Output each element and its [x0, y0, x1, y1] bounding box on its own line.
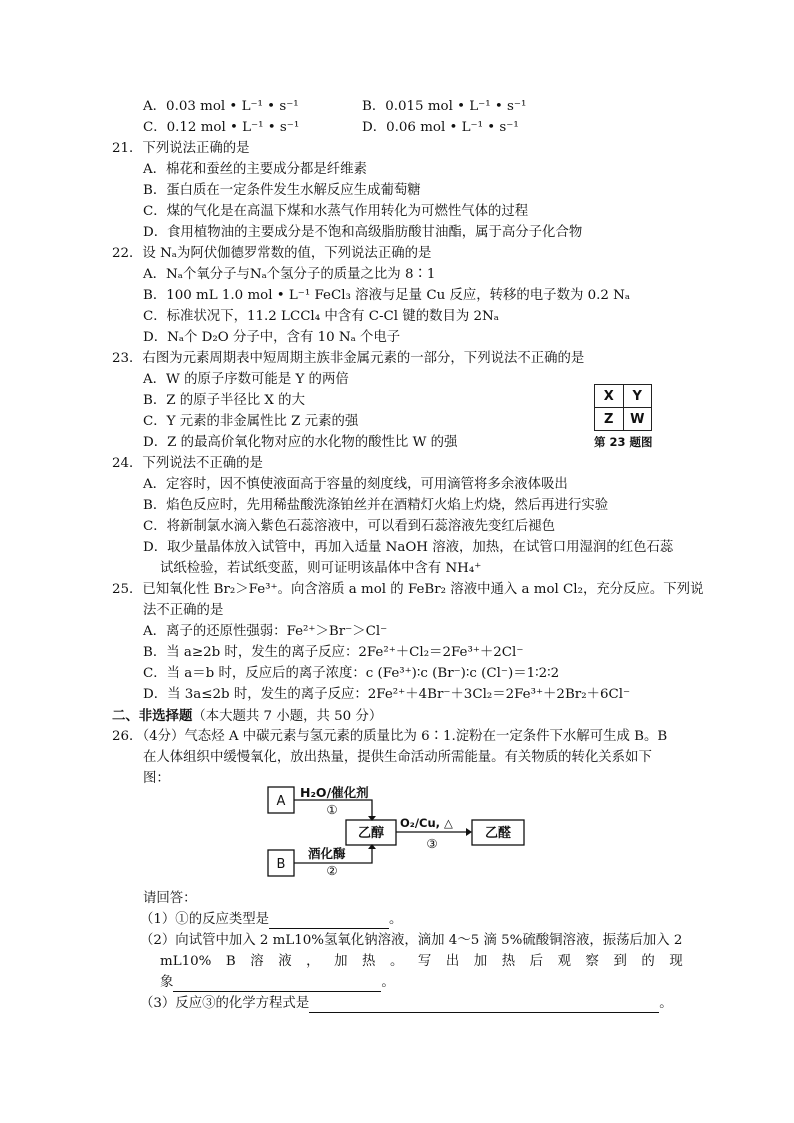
q22-option-b: B．100 mL 1.0 mol • L⁻¹ FeCl₃ 溶液与足量 Cu 反应，转移的电子数为 0.2 Nₐ	[143, 288, 631, 303]
word: 热	[501, 954, 516, 969]
q24-option-d-cont: 试纸检验，若试纸变蓝，则可证明该晶体中含有 NH₄⁺	[160, 561, 482, 576]
word: ，	[306, 954, 320, 969]
word: 的	[641, 954, 655, 969]
q26-ask: 请回答：	[143, 891, 197, 906]
q21-option-b: B．蛋白质在一定条件发生水解反应生成葡萄糖	[143, 183, 421, 198]
q20-option-a: A．0.03 mol • L⁻¹ • s⁻¹	[143, 99, 299, 114]
section-heading	[112, 707, 382, 726]
word: 观	[557, 954, 571, 969]
q26-stem-cont2: 图：	[143, 771, 170, 786]
q23-option-c: C．Y 元素的非金属性比 Z 元素的强	[143, 414, 359, 429]
arrow3-label: O₂/Cu, △	[400, 816, 453, 830]
q23-option-a: A．W 的原子序数可能是 Y 的两倍	[143, 372, 349, 387]
q26-stem: 26．（4分）气态烃 A 中碳元素与氢元素的质量比为 6∶1.淀粉在一定条件下水解可生成 B。B	[112, 729, 668, 744]
q25-stem: 25．已知氧化性 Br₂＞Fe³⁺。向含溶质 a mol 的 FeBr₂ 溶液中通入 a mol Cl₂，充分反应。下列说	[112, 582, 704, 597]
q25-option-a: A．离子的还原性强弱：Fe²⁺＞Br⁻＞Cl⁻	[143, 624, 388, 639]
q21-option-a: A．棉花和蚕丝的主要成分都是纤维素	[143, 162, 367, 177]
cell-w: W	[623, 408, 652, 431]
word: 。	[389, 954, 404, 969]
q26-sub2-end: 。	[381, 975, 395, 990]
word: 察	[585, 954, 599, 969]
q24-stem: 24．下列说法不正确的是	[112, 456, 263, 471]
q22-option-d: D．Nₐ个 D₂O 分子中，含有 10 Nₐ 个电子	[143, 330, 401, 345]
q22-option-a: A．Nₐ个氧分子与Nₐ个氢分子的质量之比为 8∶1	[143, 267, 436, 282]
ethanol-label: 乙醇	[357, 826, 385, 841]
q26-sub2-cont2	[160, 974, 395, 992]
section-title: 二、非选择题	[112, 708, 193, 724]
q20-option-c: C．0.12 mol • L⁻¹ • s⁻¹	[143, 120, 300, 135]
cell-x: X	[595, 385, 624, 408]
q24-option-a: A．定容时，因不慎使液面高于容量的刻度线，可用滴管将多余液体吸出	[143, 477, 568, 492]
word: 加	[473, 954, 488, 969]
arrow1-label: H₂O/催化剂	[300, 785, 369, 800]
label-b: B	[276, 857, 286, 872]
section-note: （本大题共 7 小题，共 50 分）	[192, 709, 383, 724]
periodic-table-fragment	[594, 384, 656, 450]
q23-option-d: D．Z 的最高价氧化物对应的水化物的酸性比 W 的强	[143, 435, 458, 450]
word: 溶	[250, 954, 264, 969]
arrow2-label: 酒化酶	[308, 846, 346, 861]
q24-option-c: C．将新制氯水滴入紫色石蕊溶液中，可以看到石蕊溶液先变红后褪色	[143, 519, 555, 534]
q26-stem-cont: 在人体组织中缓慢氧化，放出热量，提供生命活动所需能量。有关物质的转化关系如下	[143, 750, 652, 765]
q20-option-d: D．0.06 mol • L⁻¹ • s⁻¹	[362, 120, 519, 135]
q26-sub1-end: 。	[389, 912, 403, 927]
word: 到	[613, 954, 627, 969]
q21-option-d: D．食用植物油的主要成分是不饱和高级脂肪酸甘油酯，属于高分子化合物	[143, 225, 583, 240]
answer-blank-2[interactable]	[173, 977, 381, 992]
q25-option-d: D．当 3a≤2b 时，发生的离子反应：2Fe²⁺＋4Br⁻＋3Cl₂＝2Fe³⁺＋2Br₂＋6Cl⁻	[143, 687, 631, 702]
word: 出	[445, 954, 460, 969]
q26-sub1	[140, 911, 402, 929]
word: 加	[334, 954, 348, 969]
q22-option-c: C．标准状况下，11.2 LCCl₄ 中含有 C-Cl 键的数目为 2Nₐ	[143, 309, 499, 324]
q24-option-b: B．焰色反应时，先用稀盐酸洗涤铂丝并在酒精灯火焰上灼烧，然后再进行实验	[143, 498, 609, 513]
q25-stem-cont: 法不正确的是	[143, 603, 224, 618]
word: 液	[278, 954, 292, 969]
answer-blank-3[interactable]	[309, 998, 659, 1013]
q21-stem: 21．下列说法正确的是	[112, 141, 250, 156]
q23-option-b: B．Z 的原子半径比 X 的大	[143, 393, 305, 408]
q26-sub2-cont	[160, 953, 683, 971]
label-a: A	[276, 794, 286, 809]
q25-option-b: B．当 a≥2b 时，发生的离子反应：2Fe²⁺＋Cl₂＝2Fe³⁺＋2Cl⁻	[143, 645, 524, 660]
cell-y: Y	[623, 385, 652, 408]
q26-sub2: （2）向试管中加入 2 mL10%氢氧化钠溶液，滴加 4～5 滴 5%硫酸铜溶液，振荡后加入 2	[140, 933, 683, 948]
q21-option-c: C．煤的气化是在高温下煤和水蒸气作用转化为可燃性气体的过程	[143, 204, 529, 219]
q26-sub3-end: 。	[659, 996, 673, 1011]
word: 后	[529, 954, 544, 969]
word: 热	[362, 954, 376, 969]
word: B	[225, 954, 236, 969]
word: 写	[417, 954, 432, 969]
arrow1-number: ①	[326, 802, 338, 817]
word: mL10%	[160, 954, 212, 969]
cell-z: Z	[595, 408, 624, 431]
q26-sub3-text: （3）反应③的化学方程式是	[140, 996, 310, 1011]
q24-option-d: D．取少量晶体放入试管中，再加入适量 NaOH 溶液，加热，在试管口用湿润的红色石蕊	[143, 540, 674, 555]
q26-sub3	[140, 995, 673, 1013]
word: 现	[669, 954, 683, 969]
conversion-diagram	[266, 784, 536, 884]
figure-caption: 第 23 题图	[594, 435, 653, 449]
arrow3-number: ③	[426, 836, 438, 851]
q26-sub1-text: （1）①的反应类型是	[140, 912, 270, 927]
q22-stem: 22．设 Nₐ为阿伏伽德罗常数的值，下列说法正确的是	[112, 246, 432, 261]
q23-stem: 23．右图为元素周期表中短周期主族非金属元素的一部分，下列说法不正确的是	[112, 351, 585, 366]
arrow2-number: ②	[326, 863, 338, 878]
answer-blank-1[interactable]	[269, 914, 389, 929]
q26-sub2-tail: 象	[160, 975, 174, 990]
acetaldehyde-label: 乙醛	[484, 826, 512, 841]
q20-option-b: B．0.015 mol • L⁻¹ • s⁻¹	[362, 99, 527, 114]
q25-option-c: C．当 a＝b 时，反应后的离子浓度：c (Fe³⁺)∶c (Br⁻)∶c (Cl⁻)＝1∶2∶2	[143, 666, 560, 681]
